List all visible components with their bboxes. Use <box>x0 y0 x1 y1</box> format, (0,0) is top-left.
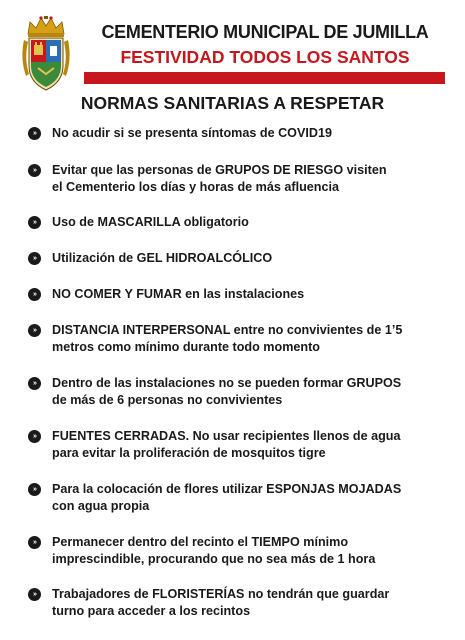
rules-heading: NORMAS SANITARIAS A RESPETAR <box>80 93 385 113</box>
double-chevron-right-icon: » <box>28 536 41 549</box>
double-chevron-right-icon: » <box>28 127 41 140</box>
rule-line: Para la colocación de flores utilizar ESPONJAS MOJADAS <box>52 482 402 496</box>
double-chevron-right-icon: » <box>28 288 41 301</box>
rule-line: Dentro de las instalaciones no se pueden formar GRUPOS <box>52 376 402 390</box>
rule-line: para evitar la proliferación de mosquitos tigre <box>52 446 326 460</box>
rule-line: Trabajadores de FLORISTERÍAS no tendrán que guardar <box>52 587 390 601</box>
rule-line: NO COMER Y FUMAR en las instalaciones <box>52 287 305 301</box>
rule-line: Utilización de GEL HIDROALCÓLICO <box>52 251 273 265</box>
rule-line: Evitar que las personas de GRUPOS DE RIESGO visiten <box>52 163 387 177</box>
double-chevron-right-icon: » <box>28 324 41 337</box>
rule-line: imprescindible, procurando que no sea más de 1 hora <box>52 552 376 566</box>
rule-line: Permanecer dentro del recinto el TIEMPO mínimo <box>52 535 349 549</box>
double-chevron-right-icon: » <box>28 377 41 390</box>
cemetery-title: CEMENTERIO MUNICIPAL DE JUMILLA <box>101 22 429 42</box>
rule-line: el Cementerio los días y horas de más afluencia <box>52 180 339 194</box>
rule-line: No acudir si se presenta síntomas de COVID19 <box>52 126 332 140</box>
double-chevron-right-icon: » <box>28 164 41 177</box>
rule-line: con agua propia <box>52 499 150 513</box>
rule-line: DISTANCIA INTERPERSONAL entre no convivientes de 1’5 <box>52 323 403 337</box>
double-chevron-right-icon: » <box>28 252 41 265</box>
event-title: FESTIVIDAD TODOS LOS SANTOS <box>120 47 410 67</box>
double-chevron-right-icon: » <box>28 430 41 443</box>
rule-line: FUENTES CERRADAS. No usar recipientes llenos de agua <box>52 429 401 443</box>
double-chevron-right-icon: » <box>28 483 41 496</box>
rule-line: de más de 6 personas no convivientes <box>52 393 283 407</box>
rule-line: turno para acceder a los recintos <box>52 604 251 618</box>
rule-line: Uso de MASCARILLA obligatorio <box>52 215 249 229</box>
double-chevron-right-icon: » <box>28 588 41 601</box>
rule-line: metros como mínimo durante todo momento <box>52 340 320 354</box>
double-chevron-right-icon: » <box>28 216 41 229</box>
